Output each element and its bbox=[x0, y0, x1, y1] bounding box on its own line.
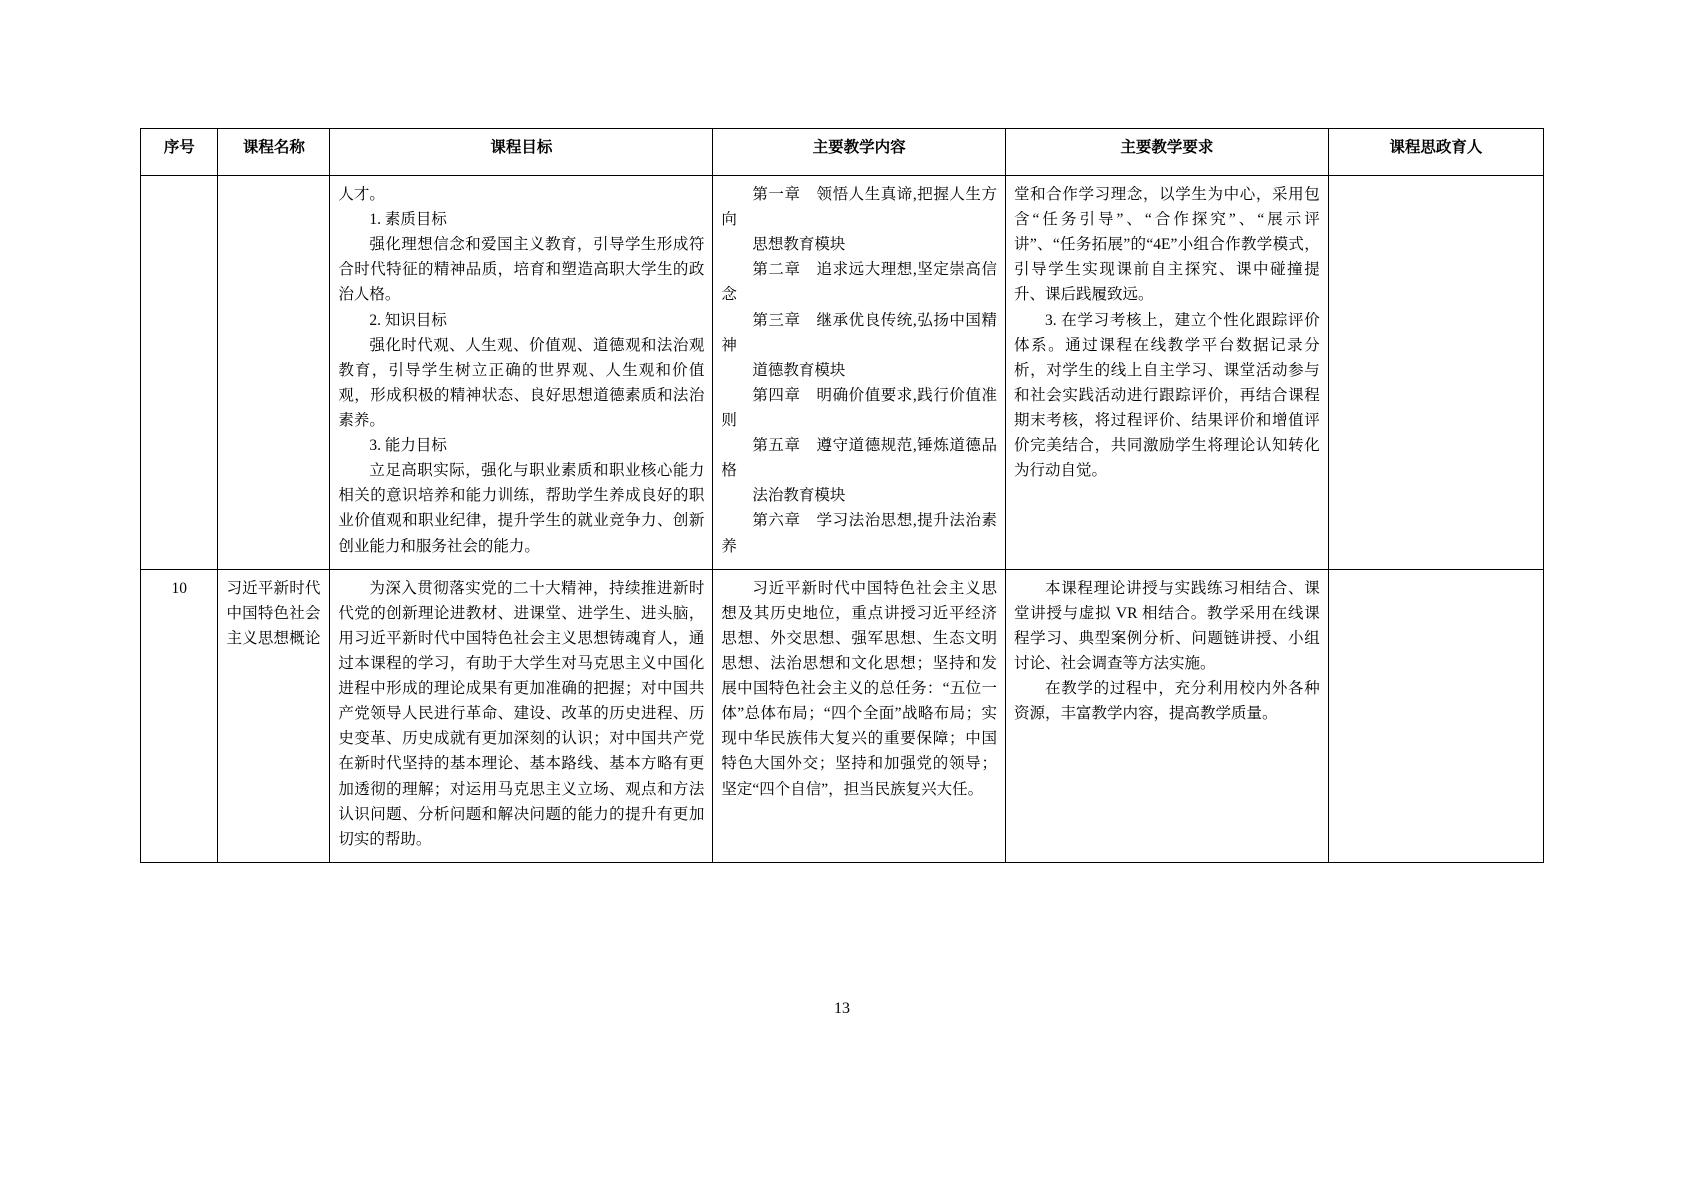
paragraph: 为深入贯彻落实党的二十大精神，持续推进新时代党的创新理论进教材、进课堂、进学生、进头脑，用习近平新时代中国特色社会主义思想铸魂育人，通过本课程的学习，有助于大学生对马克思主义中国化进程中形成的理论成果有更加准确的把握；对中国共产党领导人民进行革命、建设、改革的历史进程、历史变革、历史成就有更加深刻的认识；对中国共产党在新时代坚持的基本理论、基本路线、基本方略有更加透彻的理解；对运用马克思主义立场、观点和方法认识问题、分析问题和解决问题的能力的提升有更加切实的帮助。 bbox=[338, 579, 705, 848]
cell-course-goal bbox=[330, 569, 713, 862]
table-row bbox=[141, 176, 1544, 570]
page-number: 13 bbox=[834, 1000, 850, 1017]
paragraph: 第六章 学习法治思想,提升法治素养 bbox=[721, 512, 997, 555]
paragraph: 在教学的过程中，充分利用校内外各种资源，丰富教学内容，提高教学质量。 bbox=[1014, 680, 1320, 723]
paragraph: 2. 知识目标 bbox=[369, 311, 447, 329]
cell-ideological-education bbox=[1328, 176, 1543, 570]
table-row bbox=[141, 569, 1544, 862]
cell-course-goal bbox=[330, 176, 713, 570]
cell-no bbox=[141, 176, 218, 570]
paragraph: 第四章 明确价值要求,践行价值准则 bbox=[721, 386, 997, 429]
cell-no: 10 bbox=[141, 569, 218, 862]
header-main-content: 主要教学内容 bbox=[713, 129, 1006, 176]
paragraph: 3. 在学习考核上，建立个性化跟踪评价体系。通过课程在线教学平台数据记录分析，对学生的线上自主学习、课堂活动参与和社会实践活动进行跟踪评价，再结合课程期末考核，将过程评价、结果评价和增值评价完美结合，共同激励学生将理论认知转化为行动自觉。 bbox=[1014, 311, 1320, 480]
header-row bbox=[141, 129, 1544, 176]
paragraph: 堂和合作学习理念，以学生为中心，采用包含“任务引导”、“合作探究”、“展示评讲”、“任务拓展”的“4E”小组合作教学模式，引导学生实现课前自主探究、课中碰撞提升、课后践履致远。 bbox=[1014, 186, 1320, 304]
cell-course-name bbox=[218, 176, 330, 570]
paragraph: 本课程理论讲授与实践练习相结合、课堂讲授与虚拟 VR 相结合。教学采用在线课程学习、典型案例分析、问题链讲授、小组讨论、社会调查等方法实施。 bbox=[1014, 579, 1320, 672]
paragraph: 立足高职实际，强化与职业素质和职业核心能力相关的意识培养和能力训练，帮助学生养成良好的职业价值观和职业纪律，提升学生的就业竞争力、创新创业能力和服务社会的能力。 bbox=[338, 462, 705, 555]
paragraph: 思想教育模块 bbox=[752, 236, 846, 254]
header-course-name: 课程名称 bbox=[218, 129, 330, 176]
cell-main-requirement bbox=[1006, 569, 1329, 862]
course-table bbox=[140, 128, 1544, 863]
header-no: 序号 bbox=[141, 129, 218, 176]
header-course-goal: 课程目标 bbox=[330, 129, 713, 176]
paragraph: 人才。 bbox=[338, 186, 385, 203]
paragraph: 强化理想信念和爱国主义教育，引导学生形成符合时代特征的精神品质，培育和塑造高职大学生的政治人格。 bbox=[338, 236, 705, 304]
cell-main-content bbox=[713, 176, 1006, 570]
header-main-requirement: 主要教学要求 bbox=[1006, 129, 1329, 176]
paragraph: 第三章 继承优良传统,弘扬中国精神 bbox=[721, 311, 997, 354]
paragraph: 3. 能力目标 bbox=[369, 437, 447, 455]
paragraph: 法治教育模块 bbox=[752, 487, 846, 505]
paragraph: 第二章 追求远大理想,坚定崇高信念 bbox=[721, 261, 997, 304]
cell-course-name: 习近平新时代中国特色社会主义思想概论 bbox=[218, 569, 330, 862]
paragraph: 1. 素质目标 bbox=[369, 211, 447, 229]
paragraph: 强化时代观、人生观、价值观、道德观和法治观教育，引导学生树立正确的世界观、人生观和价值观，形成积极的精神状态、良好思想道德素质和法治素养。 bbox=[338, 336, 705, 429]
paragraph: 第五章 遵守道德规范,锤炼道德品格 bbox=[721, 437, 997, 480]
header-ideological-education: 课程思政育人 bbox=[1328, 129, 1543, 176]
paragraph: 习近平新时代中国特色社会主义思想及其历史地位，重点讲授习近平经济思想、外交思想、强军思想、生态文明思想、法治思想和文化思想；坚持和发展中国特色社会主义的总任务：“五位一体”总体布局；“四个全面”战略布局；实现中华民族伟大复兴的重要保障；中国特色大国外交；坚持和加强党的领导；坚定“四个自信”，担当民族复兴大任。 bbox=[721, 579, 997, 798]
paragraph: 第一章 领悟人生真谛,把握人生方向 bbox=[721, 186, 997, 229]
cell-ideological-education bbox=[1328, 569, 1543, 862]
table-header bbox=[141, 129, 1544, 176]
cell-main-content bbox=[713, 569, 1006, 862]
table-body bbox=[141, 176, 1544, 863]
cell-main-requirement bbox=[1006, 176, 1329, 570]
paragraph: 道德教育模块 bbox=[752, 361, 846, 379]
